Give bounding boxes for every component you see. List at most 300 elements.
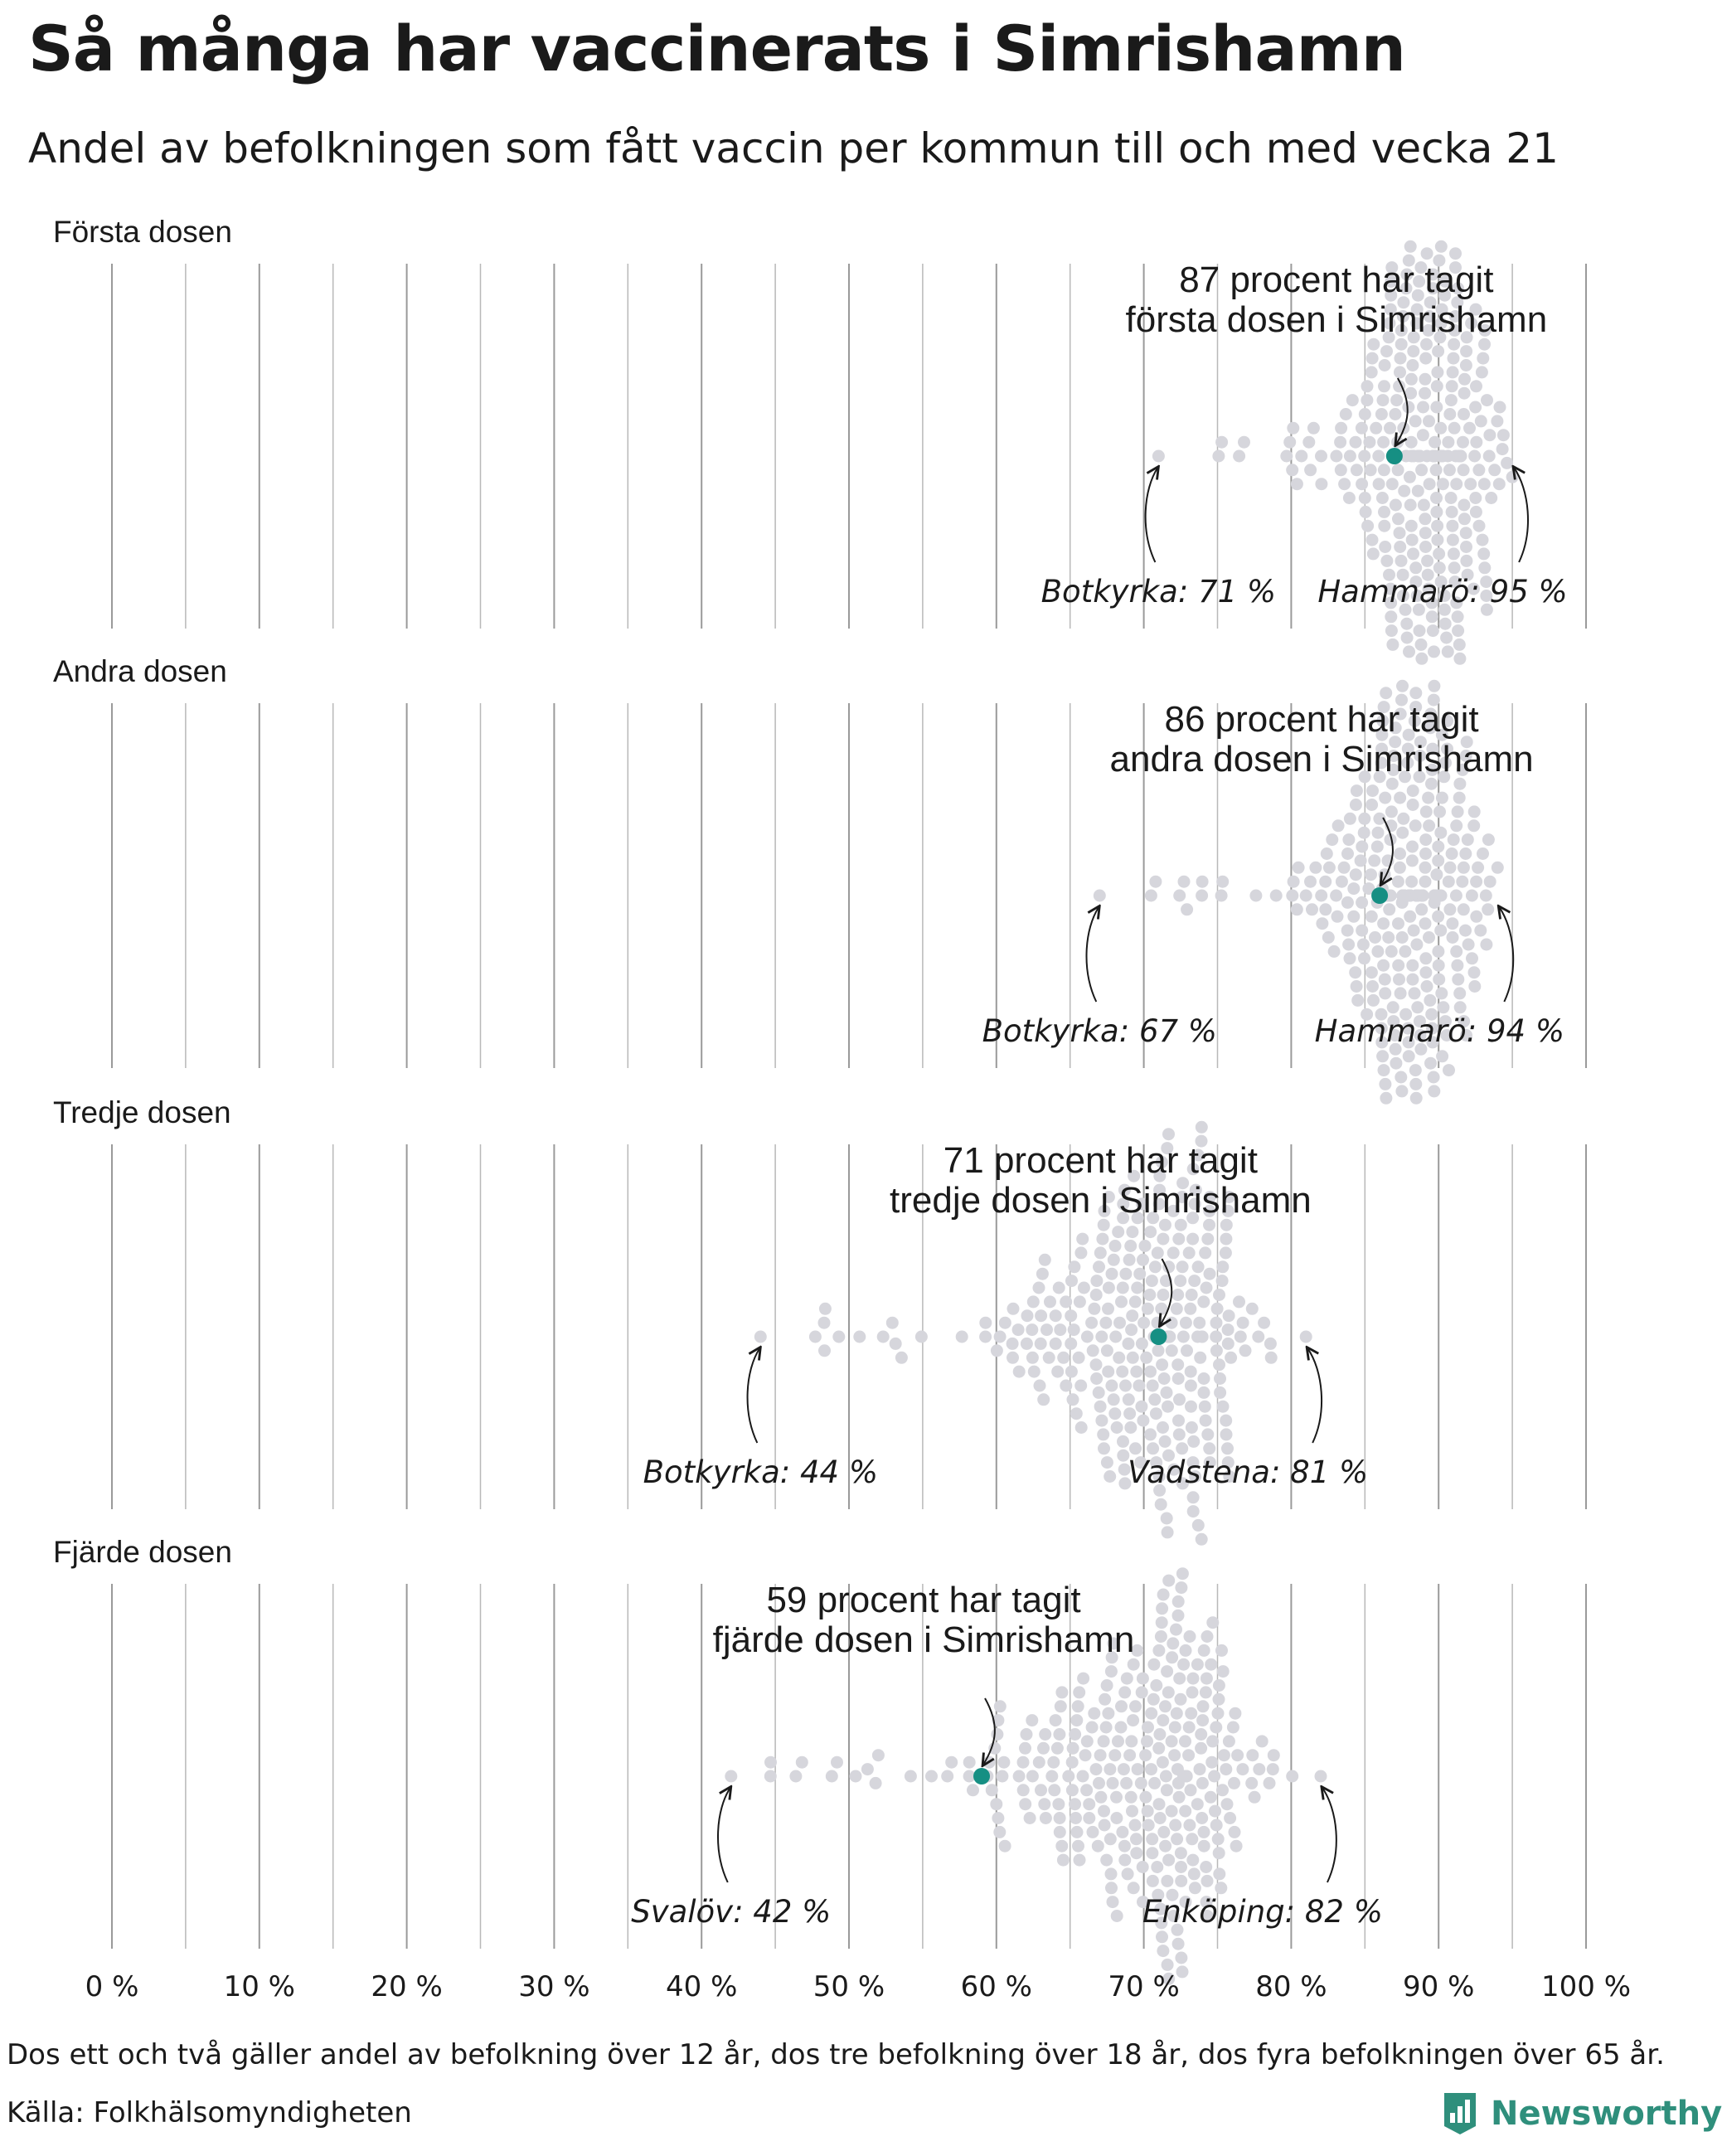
municipality-dot	[1115, 1295, 1128, 1308]
municipality-dot	[1409, 415, 1422, 427]
municipality-dot	[1470, 436, 1482, 449]
municipality-dot	[1452, 974, 1464, 986]
municipality-dot	[1100, 1721, 1113, 1734]
municipality-dot	[1225, 1352, 1237, 1364]
municipality-dot	[1205, 1658, 1217, 1671]
municipality-dot	[1491, 415, 1503, 427]
municipality-dot	[1403, 645, 1415, 658]
municipality-dot	[1123, 1254, 1136, 1266]
municipality-dot	[1233, 450, 1245, 463]
chart-subtitle: Andel av befolkningen som fått vaccin per kommun till och med vecka 21	[28, 124, 1559, 172]
municipality-dot	[1087, 1826, 1099, 1838]
municipality-dot	[1417, 429, 1429, 441]
municipality-dot	[1185, 1784, 1197, 1796]
municipality-dot	[993, 1826, 1006, 1838]
panel-2	[53, 654, 1564, 1105]
municipality-dot	[1071, 1826, 1084, 1838]
municipality-dot	[1436, 1050, 1448, 1062]
municipality-dot	[1213, 1289, 1225, 1301]
municipality-dot	[1159, 1840, 1171, 1853]
municipality-dot	[1040, 1323, 1053, 1336]
municipality-dot	[1424, 478, 1436, 490]
municipality-dot	[1119, 1380, 1132, 1392]
municipality-dot	[1150, 1407, 1162, 1420]
municipality-dot	[1070, 1812, 1082, 1824]
municipality-dot	[1431, 520, 1443, 532]
municipality-dot	[1105, 1882, 1118, 1894]
municipality-dot	[1167, 1246, 1180, 1259]
municipality-dot	[1117, 1435, 1129, 1448]
municipality-dot	[1342, 833, 1355, 846]
municipality-dot	[1430, 492, 1443, 504]
panel-1	[53, 215, 1568, 665]
municipality-dot	[1158, 1372, 1171, 1385]
municipality-dot	[1359, 492, 1371, 504]
municipality-dot	[1182, 1749, 1195, 1761]
municipality-dot	[1315, 450, 1327, 463]
municipality-dot	[1150, 1679, 1162, 1692]
highlight-dot	[973, 1768, 990, 1785]
municipality-dot	[1152, 1742, 1165, 1755]
highlight-dot	[1386, 448, 1403, 464]
municipality-dot	[1149, 876, 1162, 888]
municipality-dot	[1214, 1386, 1226, 1399]
municipality-dot	[1322, 931, 1335, 944]
municipality-dot	[1382, 931, 1395, 944]
x-tick-label: 80 %	[1255, 1970, 1327, 2003]
municipality-dot	[1309, 862, 1322, 874]
municipality-dot	[1201, 1428, 1214, 1440]
municipality-dot	[1315, 890, 1327, 902]
municipality-dot	[1201, 1875, 1214, 1887]
municipality-dot	[1188, 1867, 1201, 1880]
municipality-dot	[1067, 1393, 1079, 1406]
x-tick-label: 0 %	[85, 1970, 139, 2003]
municipality-dot	[1319, 903, 1332, 915]
municipality-dot	[1246, 1749, 1259, 1761]
municipality-dot	[1013, 1770, 1026, 1783]
municipality-dot	[1246, 1303, 1259, 1315]
municipality-dot	[1186, 1233, 1199, 1246]
municipality-dot	[1054, 1826, 1066, 1838]
municipality-dot	[1043, 1352, 1055, 1364]
municipality-dot	[1196, 1777, 1209, 1789]
municipality-dot	[764, 1756, 777, 1769]
municipality-dot	[1268, 1749, 1280, 1761]
municipality-dot	[1399, 945, 1411, 958]
municipality-dot	[1410, 1092, 1423, 1105]
municipality-dot	[1409, 1064, 1422, 1076]
municipality-dot	[1395, 987, 1407, 999]
municipality-dot	[1055, 1686, 1068, 1698]
municipality-dot	[1421, 980, 1433, 993]
municipality-dot	[1355, 854, 1367, 867]
municipality-dot	[1080, 1784, 1093, 1796]
municipality-dot	[1124, 1240, 1137, 1252]
municipality-dot	[1146, 1847, 1158, 1859]
municipality-dot	[1083, 1812, 1095, 1824]
municipality-dot	[1403, 1050, 1415, 1062]
municipality-dot	[1392, 464, 1404, 476]
municipality-dot	[1435, 987, 1448, 999]
municipality-dot	[1371, 841, 1384, 853]
municipality-dot	[1286, 1770, 1298, 1783]
municipality-dot	[1286, 464, 1298, 476]
municipality-dot	[1054, 1323, 1066, 1336]
municipality-dot	[1070, 1407, 1083, 1420]
municipality-dot	[1450, 819, 1462, 832]
municipality-dot	[1203, 1442, 1215, 1454]
municipality-dot	[1139, 1749, 1152, 1761]
municipality-dot	[1367, 547, 1380, 560]
municipality-dot	[1019, 1742, 1031, 1755]
municipality-dot	[1334, 436, 1346, 449]
municipality-dot	[1162, 1959, 1174, 1971]
municipality-dot	[1213, 1867, 1225, 1880]
municipality-dot	[1432, 854, 1444, 867]
municipality-dot	[1186, 1421, 1198, 1434]
municipality-dot	[1035, 1309, 1047, 1322]
municipality-dot	[1033, 1756, 1045, 1769]
municipality-dot	[1159, 1700, 1171, 1712]
municipality-dot	[1175, 1847, 1187, 1859]
municipality-dot	[1066, 1756, 1079, 1769]
municipality-dot	[1419, 876, 1432, 888]
municipality-dot	[1118, 1840, 1131, 1853]
municipality-dot	[1406, 959, 1419, 972]
municipality-dot	[1458, 387, 1471, 400]
municipality-dot	[1021, 1309, 1034, 1322]
municipality-dot	[1073, 1686, 1085, 1698]
municipality-dot	[1392, 917, 1404, 930]
municipality-dot	[1189, 1882, 1201, 1894]
municipality-dot	[1021, 1728, 1033, 1741]
max-arrow	[1322, 1788, 1336, 1882]
municipality-dot	[1173, 1393, 1186, 1406]
x-tick-label: 40 %	[666, 1970, 738, 2003]
municipality-dot	[1054, 1812, 1066, 1824]
municipality-dot	[1121, 1673, 1133, 1685]
highlight-dot	[1371, 887, 1388, 904]
municipality-dot	[1171, 1707, 1183, 1720]
municipality-dot	[1162, 1854, 1175, 1867]
municipality-dot	[1444, 862, 1457, 874]
municipality-dot	[1379, 987, 1391, 999]
municipality-dot	[1356, 841, 1368, 853]
municipality-dot	[1291, 478, 1303, 490]
municipality-dot	[941, 1770, 953, 1783]
municipality-dot	[1326, 833, 1338, 846]
municipality-dot	[1086, 1721, 1099, 1734]
municipality-dot	[1221, 1442, 1234, 1454]
municipality-dot	[1466, 890, 1478, 902]
municipality-dot	[1075, 1421, 1088, 1434]
x-tick-label: 10 %	[223, 1970, 295, 2003]
municipality-dot	[1482, 833, 1495, 846]
municipality-dot	[1492, 862, 1504, 874]
municipality-dot	[1366, 784, 1379, 797]
municipality-dot	[1087, 1344, 1099, 1357]
municipality-dot	[1050, 1714, 1062, 1726]
min-arrow	[1087, 907, 1099, 1002]
municipality-dot	[1162, 1128, 1175, 1140]
municipality-dot	[1443, 464, 1456, 476]
municipality-dot	[1217, 1401, 1230, 1413]
municipality-dot	[1350, 868, 1362, 881]
municipality-dot	[1123, 1407, 1136, 1420]
municipality-dot	[992, 1812, 1004, 1824]
municipality-dot	[979, 1317, 992, 1329]
municipality-dot	[1218, 1749, 1230, 1761]
municipality-dot	[1098, 1805, 1110, 1818]
municipality-dot	[1159, 1435, 1171, 1448]
municipality-dot	[1108, 1749, 1121, 1761]
municipality-dot	[1341, 925, 1354, 937]
municipality-dot	[1386, 639, 1399, 651]
municipality-dot	[1137, 1861, 1149, 1873]
municipality-dot	[991, 1344, 1003, 1357]
municipality-dot	[1123, 1393, 1135, 1406]
municipality-dot	[1126, 1805, 1138, 1818]
municipality-dot	[1419, 952, 1432, 964]
municipality-dot	[1172, 1595, 1185, 1608]
municipality-dot	[1410, 939, 1423, 951]
max-label: Vadstena: 81 %	[1128, 1454, 1369, 1490]
municipality-dot	[1446, 380, 1458, 392]
municipality-dot	[1415, 639, 1428, 651]
municipality-dot	[1065, 1338, 1077, 1350]
municipality-dot	[1115, 1721, 1128, 1734]
municipality-dot	[1096, 1233, 1108, 1246]
municipality-dot	[1328, 945, 1341, 958]
municipality-dot	[1419, 352, 1432, 365]
municipality-dot	[1178, 876, 1191, 888]
municipality-dot	[1470, 876, 1482, 888]
municipality-dot	[1053, 1728, 1065, 1741]
municipality-dot	[1347, 910, 1360, 923]
municipality-dot	[1470, 506, 1482, 518]
municipality-dot	[1421, 247, 1433, 260]
municipality-dot	[1417, 890, 1429, 902]
municipality-dot	[1156, 1930, 1168, 1943]
municipality-dot	[1088, 1707, 1100, 1720]
municipality-dot	[1445, 394, 1458, 406]
municipality-dot	[1428, 680, 1440, 692]
municipality-dot	[1127, 1714, 1139, 1726]
municipality-dot	[1417, 401, 1429, 414]
municipality-dot	[1110, 1812, 1123, 1824]
municipality-dot	[1341, 896, 1354, 909]
municipality-dot	[1245, 1777, 1258, 1789]
municipality-dot	[1395, 555, 1408, 567]
municipality-dot	[1428, 1085, 1440, 1097]
municipality-dot	[1217, 1665, 1230, 1678]
municipality-dot	[1220, 1233, 1232, 1246]
municipality-dot	[1431, 380, 1443, 392]
municipality-dot	[1094, 1401, 1107, 1413]
municipality-dot	[1118, 1763, 1130, 1775]
municipality-dot	[1432, 945, 1444, 958]
municipality-dot	[1216, 1784, 1229, 1796]
municipality-dot	[967, 1784, 979, 1796]
municipality-dot	[1154, 1812, 1167, 1824]
municipality-dot	[1367, 994, 1380, 1007]
municipality-dot	[1196, 1812, 1208, 1824]
municipality-dot	[1365, 464, 1377, 476]
municipality-dot	[986, 1784, 998, 1796]
municipality-dot	[1215, 1644, 1228, 1657]
municipality-dot	[1406, 854, 1419, 867]
municipality-dot	[1175, 1861, 1187, 1873]
municipality-dot	[1039, 1254, 1051, 1266]
municipality-dot	[1409, 1078, 1422, 1090]
municipality-dot	[1323, 862, 1336, 874]
municipality-dot	[1434, 827, 1447, 839]
municipality-dot	[1488, 464, 1501, 476]
municipality-dot	[1376, 1050, 1389, 1062]
municipality-dot	[1458, 464, 1470, 476]
municipality-dot	[1446, 506, 1458, 518]
municipality-dot	[1077, 1770, 1089, 1783]
municipality-dot	[1166, 1317, 1178, 1329]
municipality-dot	[1186, 1854, 1199, 1867]
municipality-dot	[1109, 1240, 1122, 1252]
municipality-dot	[1450, 478, 1462, 490]
municipality-dot	[1356, 896, 1368, 909]
municipality-dot	[1372, 827, 1385, 839]
municipality-dot	[1407, 547, 1419, 560]
municipality-dot	[1142, 1819, 1155, 1832]
municipality-dot	[1396, 680, 1409, 692]
municipality-dot	[1127, 1352, 1139, 1364]
municipality-dot	[1404, 910, 1416, 923]
municipality-dot	[1079, 1749, 1092, 1761]
municipality-dot	[1253, 1763, 1265, 1775]
municipality-dot	[1187, 1435, 1200, 1448]
municipality-dot	[1375, 408, 1388, 420]
municipality-dot	[1369, 931, 1381, 944]
municipality-dot	[1392, 959, 1404, 972]
municipality-dot	[1069, 1728, 1081, 1741]
municipality-dot	[1129, 1700, 1142, 1712]
municipality-dot	[1373, 478, 1385, 490]
municipality-dot	[1196, 1331, 1209, 1343]
municipality-dot	[1414, 624, 1426, 637]
municipality-dot	[1169, 1819, 1181, 1832]
municipality-dot	[1469, 401, 1482, 414]
municipality-dot	[872, 1749, 885, 1761]
x-tick-label: 50 %	[812, 1970, 885, 2003]
municipality-dot	[1209, 1805, 1221, 1818]
municipality-dot	[1090, 1372, 1103, 1385]
municipality-dot	[1104, 1833, 1117, 1845]
municipality-dot	[1429, 436, 1441, 449]
municipality-dot	[1476, 366, 1488, 378]
municipality-dot	[1216, 1275, 1229, 1287]
municipality-dot	[1133, 1380, 1145, 1392]
municipality-dot	[1419, 966, 1432, 978]
municipality-dot	[1497, 429, 1510, 441]
municipality-dot	[1443, 408, 1456, 420]
municipality-dot	[1065, 1275, 1078, 1287]
annotation-line-1: 71 procent har tagit	[943, 1140, 1258, 1181]
municipality-dot	[1215, 1882, 1227, 1894]
municipality-dot	[1166, 1651, 1178, 1663]
municipality-dot	[1220, 1763, 1232, 1775]
x-tick-label: 60 %	[960, 1970, 1032, 2003]
municipality-dot	[1436, 792, 1448, 804]
municipality-dot	[1419, 387, 1431, 400]
municipality-dot	[1094, 1749, 1107, 1761]
municipality-dot	[1433, 805, 1446, 818]
municipality-dot	[1341, 847, 1354, 860]
municipality-dot	[1228, 1777, 1240, 1789]
municipality-dot	[1458, 862, 1470, 874]
municipality-dot	[1430, 868, 1443, 881]
municipality-dot	[1220, 1428, 1233, 1440]
municipality-dot	[1395, 1085, 1408, 1097]
municipality-dot	[1195, 1742, 1207, 1755]
municipality-dot	[1125, 1323, 1137, 1336]
municipality-dot	[1415, 653, 1428, 665]
municipality-dot	[1484, 876, 1496, 888]
municipality-dot	[1358, 450, 1370, 463]
municipality-dot	[1109, 1331, 1122, 1343]
municipality-dot	[1452, 805, 1464, 818]
municipality-dot	[1200, 1686, 1212, 1698]
municipality-dot	[1223, 1309, 1235, 1322]
municipality-dot	[1361, 394, 1373, 406]
municipality-dot	[1469, 492, 1482, 504]
municipality-dot	[1161, 1784, 1173, 1796]
municipality-dot	[1231, 1749, 1244, 1761]
annotation-line-2: tredje dosen i Simrishamn	[890, 1180, 1312, 1221]
municipality-dot	[1437, 1001, 1449, 1013]
municipality-dot	[819, 1303, 832, 1315]
annotation-line-2: fjärde dosen i Simrishamn	[712, 1619, 1135, 1660]
municipality-dot	[1147, 1442, 1159, 1454]
municipality-dot	[1454, 1001, 1467, 1013]
municipality-dot	[1293, 862, 1305, 874]
highlight-dot	[1150, 1328, 1167, 1345]
municipality-dot	[1366, 534, 1379, 546]
municipality-dot	[1102, 1366, 1114, 1378]
municipality-dot	[1181, 903, 1193, 915]
municipality-dot	[1197, 1700, 1210, 1712]
municipality-dot	[1376, 492, 1389, 504]
municipality-dot	[1230, 1840, 1243, 1853]
municipality-dot	[1194, 1763, 1206, 1775]
municipality-dot	[1173, 1673, 1186, 1685]
municipality-dot	[1185, 1401, 1197, 1413]
municipality-dot	[1156, 1358, 1168, 1371]
municipality-dot	[1419, 373, 1431, 386]
municipality-dot	[991, 1728, 1003, 1741]
municipality-dot	[1445, 492, 1458, 504]
annotation-line-1: 59 procent har tagit	[766, 1580, 1081, 1620]
municipality-dot	[1472, 464, 1485, 476]
municipality-dot	[1258, 1317, 1270, 1329]
municipality-dot	[1097, 1428, 1109, 1440]
municipality-dot	[1196, 1714, 1209, 1726]
municipality-dot	[1081, 1331, 1094, 1343]
municipality-dot	[1081, 1735, 1094, 1747]
municipality-dot	[1460, 555, 1472, 567]
municipality-dot	[1144, 1226, 1157, 1238]
municipality-dot	[1051, 1366, 1064, 1378]
municipality-dot	[1411, 1001, 1424, 1013]
municipality-dot	[1446, 917, 1458, 930]
